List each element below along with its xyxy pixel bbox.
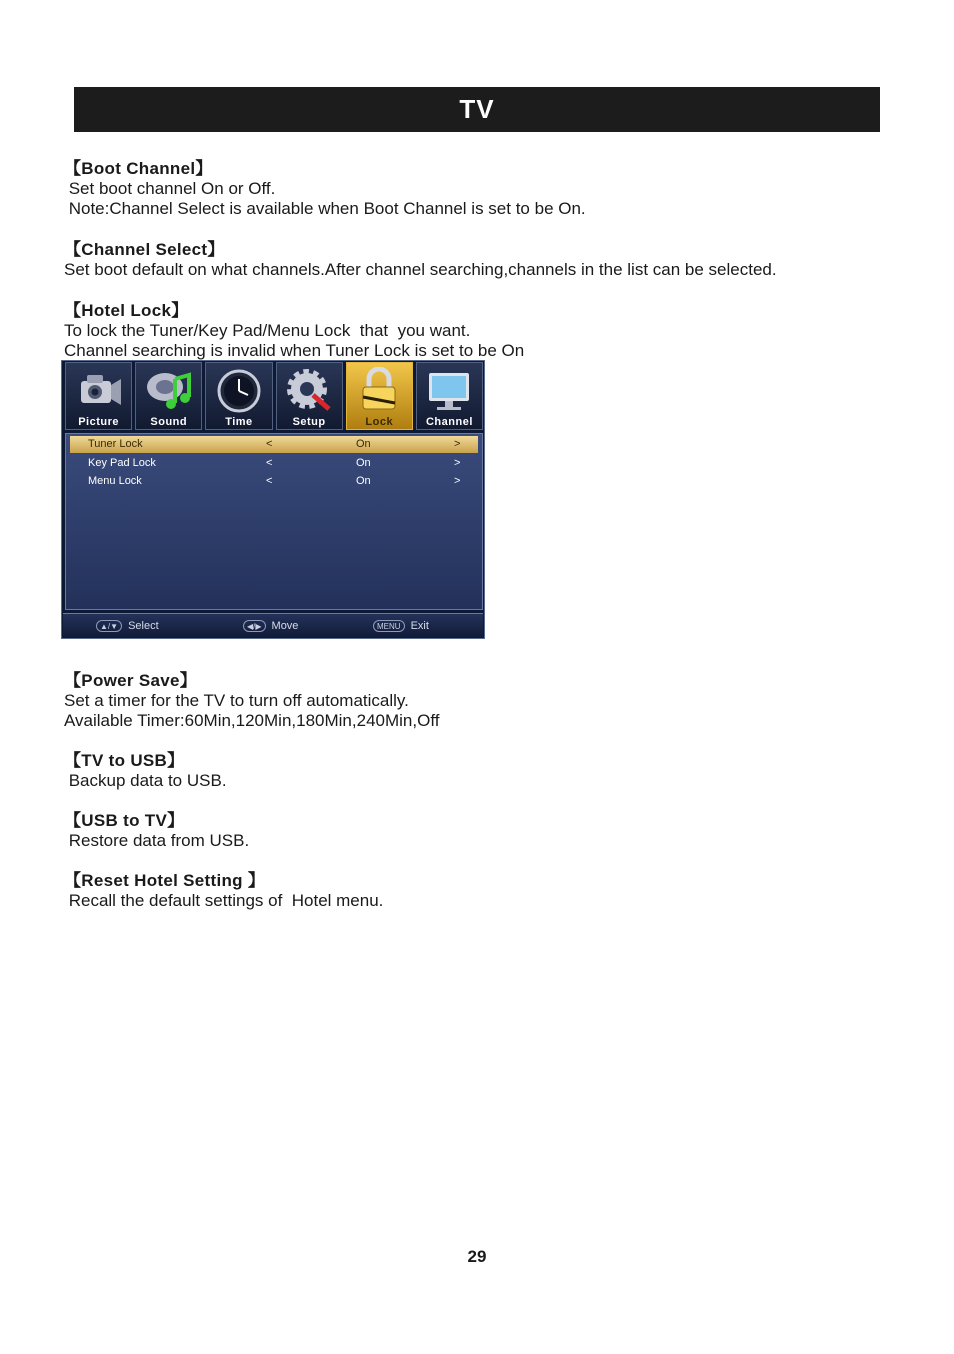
arrow-left-icon[interactable]: < [266, 457, 273, 469]
osd-row-label: Menu Lock [88, 475, 142, 487]
osd-hint-label: Exit [410, 620, 429, 632]
osd-row-tuner-lock[interactable] [70, 436, 478, 453]
up-down-key-icon: ▲/▼ [96, 620, 122, 632]
osd-tab-setup[interactable] [276, 362, 343, 430]
osd-row-key-pad-lock[interactable] [70, 455, 478, 472]
osd-footer-hints [63, 613, 483, 637]
section-channel-select [64, 240, 777, 280]
menu-key-icon: MENU [373, 620, 405, 632]
osd-tab-time[interactable] [205, 362, 272, 430]
camera-icon [73, 367, 125, 418]
section-text: Backup data to USB. [64, 771, 227, 790]
section-text: Note:Channel Select is available when Boot Channel is set to be On. [64, 199, 586, 218]
section-heading: 【Reset Hotel Setting 】 [64, 871, 266, 890]
monitor-icon [423, 367, 475, 418]
osd-row-value: On [356, 475, 371, 487]
section-text: Set boot default on what channels.After channel searching,channels in the list can be selected. [64, 260, 777, 279]
section-text: Available Timer:60Min,120Min,180Min,240Min,Off [64, 711, 440, 730]
osd-tab-sound[interactable] [135, 362, 202, 430]
clock-icon [213, 367, 265, 418]
arrow-right-icon[interactable]: > [454, 457, 461, 469]
section-hotel-lock [64, 301, 524, 361]
section-text: Set a timer for the TV to turn off automatically. [64, 691, 409, 710]
section-power-save [64, 671, 439, 731]
osd-row-value: On [356, 457, 371, 469]
arrow-right-icon[interactable]: > [454, 438, 461, 450]
section-heading: 【TV to USB】 [64, 751, 185, 770]
section-heading: 【USB to TV】 [64, 811, 185, 830]
music-note-icon [143, 367, 195, 418]
left-right-key-icon: ◀/▶ [243, 620, 266, 632]
osd-menu-tabs [64, 362, 484, 432]
osd-tab-label: Sound [150, 416, 188, 428]
osd-lock-panel [65, 433, 483, 610]
section-heading: 【Channel Select】 [64, 240, 225, 259]
osd-tab-channel[interactable] [416, 362, 483, 430]
osd-tab-label: Picture [78, 416, 119, 428]
section-text: Set boot channel On or Off. [64, 179, 276, 198]
section-text: Restore data from USB. [64, 831, 250, 850]
section-heading: 【Hotel Lock】 [64, 301, 189, 320]
section-boot-channel [64, 159, 586, 219]
page-title: TV [74, 87, 880, 132]
arrow-left-icon[interactable]: < [266, 475, 273, 487]
page-number: 29 [467, 1247, 487, 1266]
osd-row-label: Key Pad Lock [88, 457, 156, 469]
osd-hint-move [243, 614, 298, 638]
osd-tab-picture[interactable] [65, 362, 132, 430]
osd-tab-label: Channel [425, 416, 473, 428]
section-text: Channel searching is invalid when Tuner Lock is set to be On [64, 341, 525, 360]
osd-hint-exit [373, 614, 429, 638]
section-usb-to-tv [64, 811, 249, 851]
section-heading: 【Power Save】 [64, 671, 198, 690]
osd-row-label: Tuner Lock [88, 438, 143, 450]
arrow-left-icon[interactable]: < [266, 438, 273, 450]
section-text: Recall the default settings of Hotel menu. [64, 891, 384, 910]
osd-row-menu-lock[interactable] [70, 473, 478, 490]
section-heading: 【Boot Channel】 [64, 159, 213, 178]
osd-row-value: On [356, 438, 371, 450]
osd-tab-label: Time [225, 416, 253, 428]
padlock-icon [353, 367, 405, 418]
tv-osd-screenshot [61, 360, 485, 639]
section-text: To lock the Tuner/Key Pad/Menu Lock that you want. [64, 321, 471, 340]
section-tv-to-usb [64, 751, 227, 791]
osd-hint-label: Move [271, 620, 299, 632]
section-reset-hotel-setting [64, 871, 383, 911]
arrow-right-icon[interactable]: > [454, 475, 461, 487]
osd-tab-label: Lock [365, 416, 394, 428]
osd-hint-label: Select [128, 620, 159, 632]
osd-hint-select [96, 614, 159, 638]
gear-icon [283, 367, 335, 418]
osd-tab-label: Setup [292, 416, 326, 428]
osd-tab-lock[interactable] [346, 362, 413, 430]
